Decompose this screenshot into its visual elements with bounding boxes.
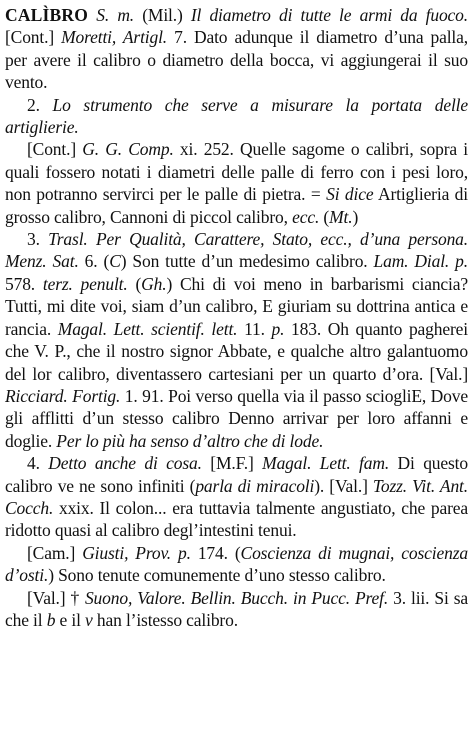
italic-text: Trasl. Per Qualità, Carattere, Stato, ecc., d’una persona. Menz. Sat. [5,229,468,272]
italic-text: Il diametro di tutte le armi da fuoco. [190,5,468,25]
italic-text: Coscienza di mugnai, coscienza d’osti. [5,542,468,586]
italic-text: Detto anche di cosa. [48,453,202,474]
dictionary-entry-calibro [5,4,468,631]
roman-text: 578. [5,273,43,294]
roman-text: [Cont.] [27,139,83,160]
roman-text: 183. Oh quanto pagherei che V. P., che il nostro signor Abbate, e qualche altro galantuomo del lor calibro, diventassero cartesiani per un quarto d’ora. [Val.] [5,318,468,384]
italic-text: Si dice [326,184,374,205]
italic-text: Suono, Valore. Bellin. Bucch. in Pucc. Pref. [84,587,389,608]
italic-text: parla di miracoli [195,475,315,496]
roman-text: 2. [27,94,53,115]
roman-text: (Mil.) [134,5,191,25]
italic-text: Tozz. Vit. Ant. Cocch. [5,475,468,518]
roman-text: [M.F.] [201,453,263,474]
italic-text: Gh. [141,273,167,294]
italic-text: Ricciard. Fortig. [5,385,121,406]
italic-text: p. [271,318,285,339]
roman-text: 1. 91. Poi verso quella via il passo sciogliE, Dove gli afflitti d’un stesso calibro Denno arrivar per loro affanni e doglie. [5,385,468,451]
roman-text: 6. ( [78,251,110,272]
italic-text: terz. penult. [42,273,128,294]
roman-text: [Cam.] [27,542,83,563]
roman-text: ( [319,206,330,227]
entry-paragraph [5,228,468,452]
entry-paragraph [5,138,468,228]
italic-text: C [109,251,121,272]
italic-text: b [46,609,56,630]
italic-text: G. G. Comp. [82,139,174,160]
roman-text: Artiglieria di grosso calibro, Cannoni di piccol calibro, [5,184,468,227]
roman-text: ) Son tutte d’un medesimo calibro. [120,251,374,272]
italic-text: Magal. Lett. scientif. lett. [57,318,238,339]
entry-paragraph [5,94,468,139]
roman-text: ) Sono tenute comunemente d’uno stesso calibro. [48,565,386,586]
italic-text: Lo strumento che serve a misurare la portata delle artiglierie. [5,94,468,138]
roman-text: [Cont.] [5,27,62,48]
roman-text: 174. ( [190,542,241,563]
roman-text: ). [Val.] [314,475,373,496]
italic-text: Moretti, Artigl. [61,27,168,48]
roman-text: ) [352,206,359,227]
italic-text: Giusti, Prov. p. [82,542,191,563]
italic-text: ecc. [292,206,320,227]
entry-paragraph [5,4,468,94]
roman-text: ( [127,273,142,294]
roman-text: 3. [27,229,49,250]
italic-text: Mt. [329,206,353,227]
roman-text: [Val.] † [27,587,85,608]
entry-paragraph [5,452,468,542]
roman-text: 11. [237,318,272,339]
italic-text: Lam. Dial. p. [373,251,468,272]
italic-text: S. m. [96,5,135,25]
headword: CALÌBRO [5,5,89,25]
roman-text: 7. Dato adunque il diametro d’una palla, per avere il calibro o diametro della bocca, vi aggiungerai il suo vento. [5,27,468,93]
roman-text: Di questo calibro ve ne sono infiniti ( [5,453,468,496]
entry-paragraph [5,587,468,632]
italic-text: v [85,609,93,630]
roman-text: ) Chi di voi meno in barbarismi ciancia? Tutti, mi dite voi, siam d’un calibro, E giuriam su dottrina antica e rancia. [5,273,468,339]
roman-text: 3. lii. Si sa che il [5,587,468,630]
entry-paragraph [5,542,468,587]
italic-text: Per lo più ha senso d’altro che di lode. [56,430,324,451]
roman-text: e il [55,609,86,630]
roman-text: xxix. Il colon... era tuttavia talmente angustiato, che parea ridotto quasi al calibro degl’intestini tenui. [5,497,468,541]
roman-text: 4. [27,453,49,474]
italic-text: Magal. Lett. fam. [262,453,390,474]
roman-text: han l’istesso calibro. [92,609,238,630]
roman-text: xi. 252. Quelle sagome o calibri, sopra i quali fossero notati i diametri delle palle di ferro con i pesi loro, non potranno servirci per le palle di pietra. = [5,139,468,205]
